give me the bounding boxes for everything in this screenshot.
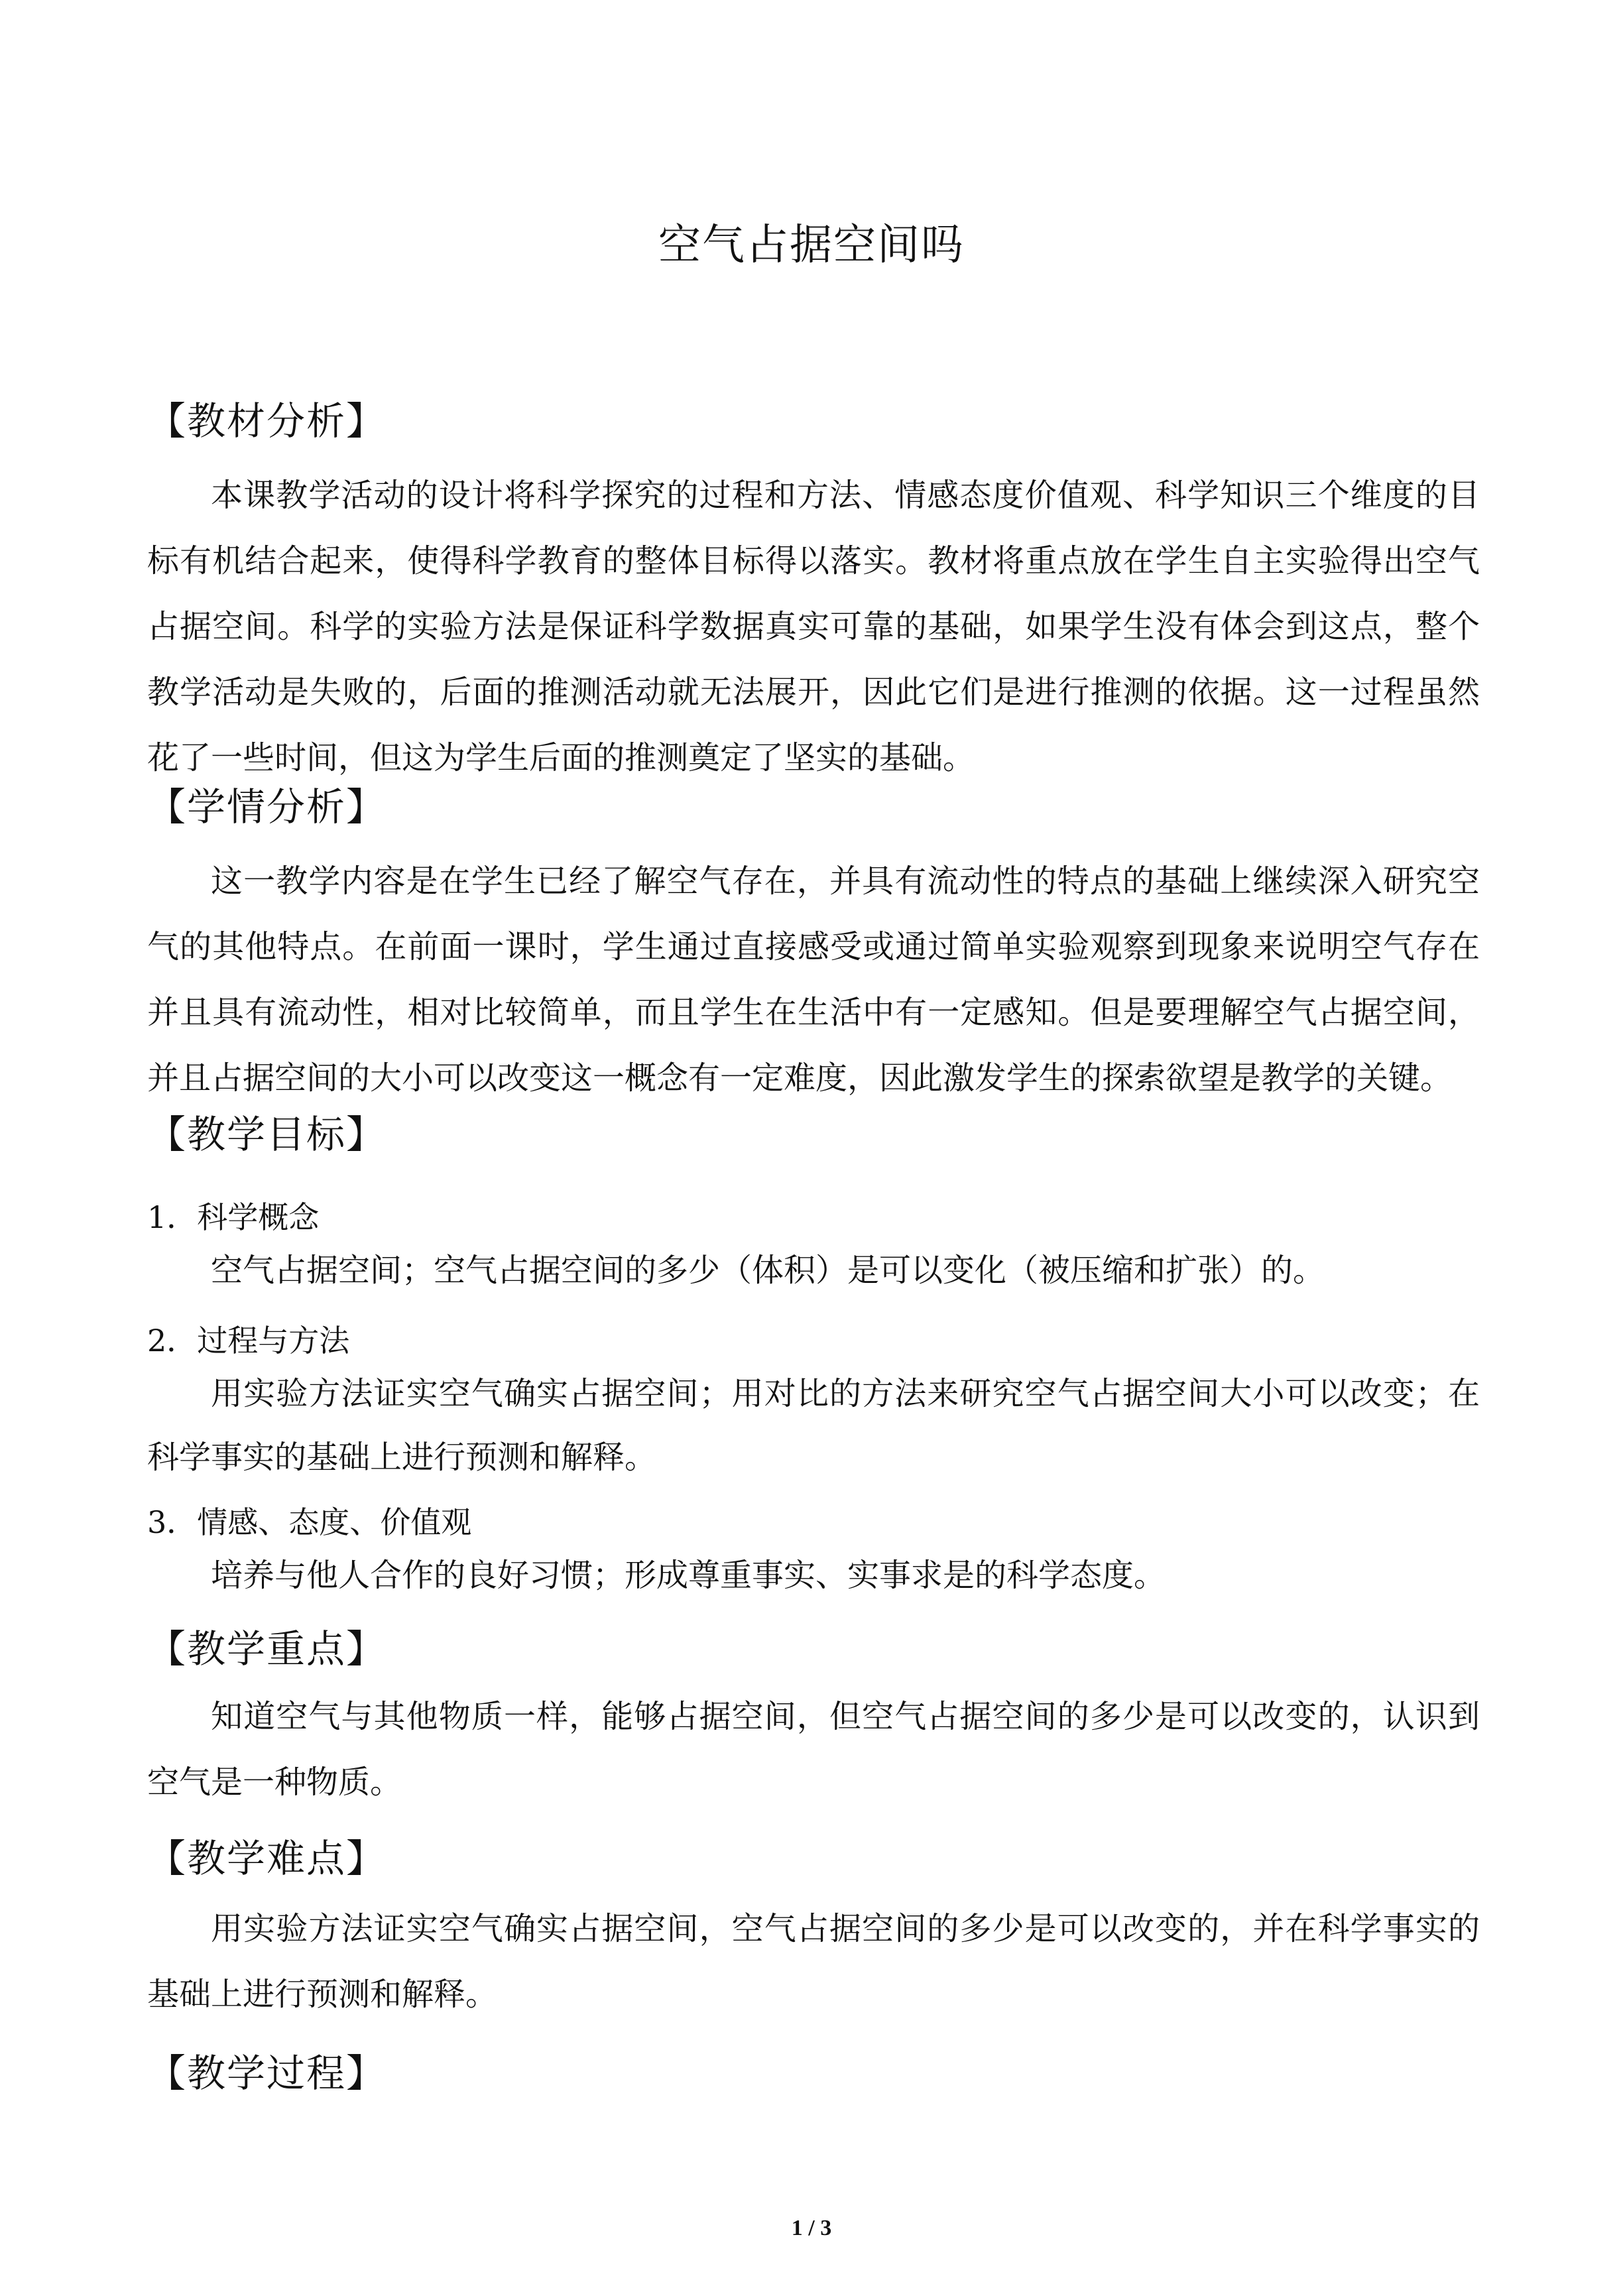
section-heading-difficulties: 【教学难点】 (147, 1836, 387, 1881)
section-heading-teaching-goals: 【教学目标】 (147, 1112, 387, 1157)
goal-item-label: 3．情感、态度、价值观 (147, 1504, 472, 1540)
document-title: 空气占据空间吗 (658, 221, 965, 270)
goal-item-text: 用实验方法证实空气确实占据空间；用对比的方法来研究空气占据空间大小可以改变；在科学事实的基础上进行预测和解释。 (147, 1375, 1480, 1476)
section-heading-material-analysis: 【教材分析】 (147, 398, 387, 444)
material-analysis-paragraph: 本课教学活动的设计将科学探究的过程和方法、情感态度价值观、科学知识三个维度的目标有机结合起来，使得科学教育的整体目标得以落实。教材将重点放在学生自主实验得出空气占据空间。科学的实验方法是保证科学数据真实可靠的基础，如果学生没有体会到这点，整个教学活动是失败的，后面的推测活动就无法展开，因此它们是进行推测的依据。这一过程虽然花了一些时间，但这为学生后面的推测奠定了坚实的基础。 (147, 477, 1480, 776)
difficulties-paragraph: 用实验方法证实空气确实占据空间，空气占据空间的多少是可以改变的，并在科学事实的基础上进行预测和解释。 (147, 1910, 1480, 2013)
goal-item-text: 培养与他人合作的良好习惯；形成尊重事实、实事求是的科学态度。 (211, 1557, 1166, 1594)
section-heading-student-analysis: 【学情分析】 (147, 784, 387, 829)
section-heading-process: 【教学过程】 (147, 2051, 387, 2096)
section-heading-key-points: 【教学重点】 (147, 1626, 387, 1671)
goal-item-text: 空气占据空间；空气占据空间的多少（体积）是可以变化（被压缩和扩张）的。 (211, 1252, 1325, 1289)
key-points-paragraph: 知道空气与其他物质一样，能够占据空间，但空气占据空间的多少是可以改变的，认识到空气是一种物质。 (147, 1698, 1480, 1801)
page-number: 1 / 3 (791, 2216, 832, 2240)
goal-item-label: 2．过程与方法 (147, 1323, 350, 1359)
student-analysis-paragraph: 这一教学内容是在学生已经了解空气存在，并具有流动性的特点的基础上继续深入研究空气的其他特点。在前面一课时，学生通过直接感受或通过简单实验观察到现象来说明空气存在并且具有流动性，相对比较简单，而且学生在生活中有一定感知。但是要理解空气占据空间，并且占据空间的大小可以改变这一概念有一定难度，因此激发学生的探索欲望是教学的关键。 (147, 863, 1480, 1097)
goal-item-label: 1．科学概念 (147, 1199, 320, 1235)
